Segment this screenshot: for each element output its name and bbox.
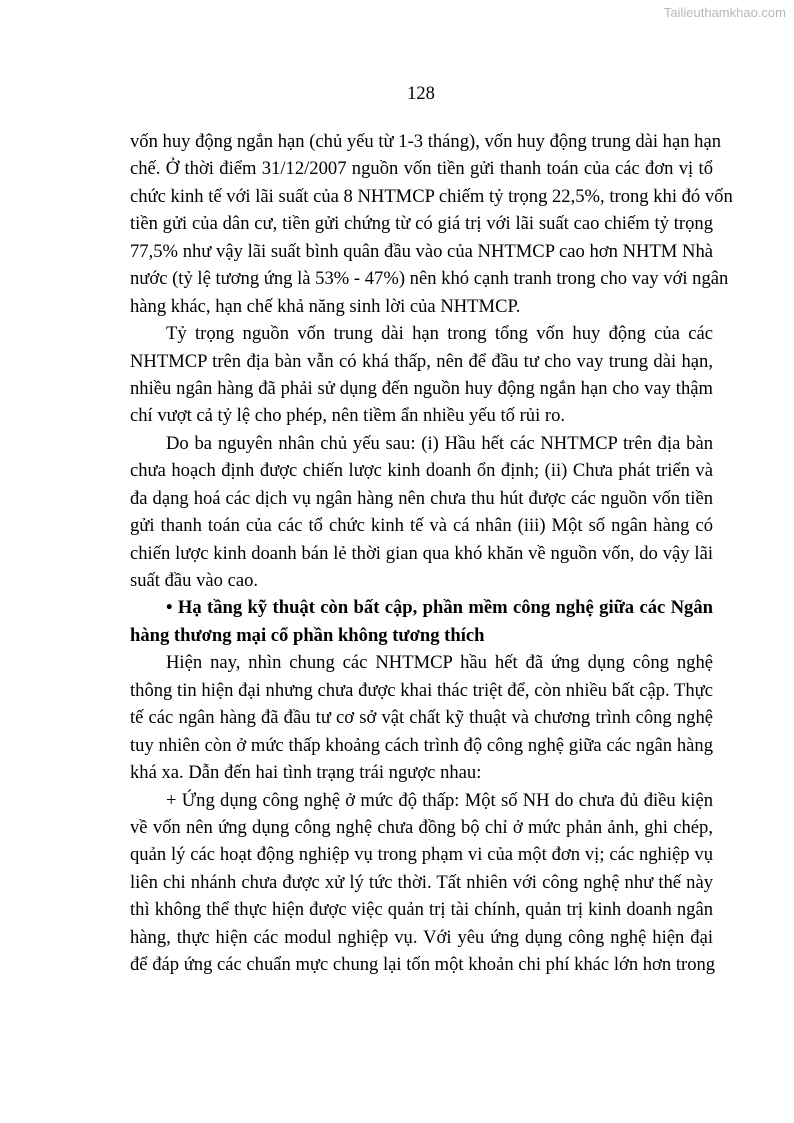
section-heading	[130, 594, 713, 649]
text-line: liên chi nhánh chưa được xử lý tức thời. Tất nhiên với công nghệ như thế này	[130, 871, 713, 893]
text-line: Do ba nguyên nhân chủ yếu sau: (i) Hầu hết các NHTMCP trên địa bàn	[166, 432, 713, 454]
paragraph	[130, 320, 713, 430]
text-line: nước (tỷ lệ tương ứng là 53% - 47%) nên khó cạnh tranh trong cho vay với ngân	[130, 268, 729, 290]
text-line: quản lý các hoạt động nghiệp vụ trong phạm vi của một đơn vị; các nghiệp vụ	[130, 844, 713, 866]
text-line: tiền gửi của dân cư, tiền gửi chứng từ có giá trị với lãi suất cao chiếm tỷ trọng	[130, 213, 713, 235]
text-line: chiến lược kinh doanh bán lẻ thời gian qua khó khăn về nguồn vốn, do vậy lãi	[130, 542, 713, 564]
text-line: khá xa. Dẫn đến hai tình trạng trái ngược nhau:	[130, 762, 482, 784]
text-line: thông tin hiện đại nhưng chưa được khai thác triệt để, còn nhiều bất cập. Thực	[130, 679, 713, 701]
text-line: thì không thể thực hiện được việc quản trị tài chính, quản trị kinh doanh ngân	[130, 899, 713, 921]
text-line: tuy nhiên còn ở mức thấp khoảng cách trình độ công nghệ giữa các ngân hàng	[130, 734, 713, 756]
text-line: hàng, thực hiện các modul nghiệp vụ. Với yêu ứng dụng công nghệ hiện đại	[130, 926, 713, 948]
text-line: vốn huy động ngắn hạn (chủ yếu từ 1-3 tháng), vốn huy động trung dài hạn hạn	[130, 131, 722, 152]
body-text	[130, 128, 733, 979]
text-line: hàng thương mại cổ phần không tương thích	[130, 624, 485, 646]
text-line: suất đầu vào cao.	[130, 570, 259, 591]
text-line: chí vượt cả tỷ lệ cho phép, nên tiềm ẩn nhiều yếu tố rủi ro.	[130, 405, 566, 427]
paragraph	[130, 430, 713, 595]
text-line: về vốn nên ứng dụng công nghệ chưa đồng bộ chỉ ở mức phản ảnh, ghi chép,	[130, 816, 713, 838]
text-line: NHTMCP trên địa bàn vẫn có khá thấp, nên để đầu tư cho vay trung dài hạn,	[130, 350, 713, 372]
paragraph	[130, 649, 713, 786]
paragraph	[130, 787, 716, 979]
text-line: chưa hoạch định được chiến lược kinh doanh ổn định; (ii) Chưa phát triển và	[130, 460, 713, 482]
text-line: để đáp ứng các chuẩn mực chung lại tốn một khoản chi phí khác lớn hơn trong	[130, 954, 716, 976]
text-line: tế các ngân hàng đã đầu tư cơ sở vật chất kỹ thuật và chương trình công nghệ	[130, 707, 713, 729]
text-line: Hiện nay, nhìn chung các NHTMCP hầu hết đã ứng dụng công nghệ	[166, 652, 713, 674]
text-line: Tỷ trọng nguồn vốn trung dài hạn trong tổng vốn huy động của các	[166, 323, 713, 345]
text-line: 77,5% như vậy lãi suất bình quân đầu vào của NHTMCP cao hơn NHTM Nhà	[130, 240, 713, 262]
text-line: đa dạng hoá các dịch vụ ngân hàng nên chưa thu hút được các nguồn vốn tiền	[130, 487, 713, 509]
text-line: gửi thanh toán của các tổ chức kinh tế và cá nhân (iii) Một số ngân hàng có	[130, 515, 713, 537]
text-line: chế. Ở thời điểm 31/12/2007 nguồn vốn tiền gửi thanh toán của các đơn vị tổ	[130, 158, 713, 180]
text-line: nhiều ngân hàng đã phải sử dụng đến nguồn huy động ngắn hạn cho vay thậm	[130, 377, 713, 399]
text-line: hàng khác, hạn chế khả năng sinh lời của NHTMCP.	[130, 295, 521, 317]
text-line: chức kinh tế với lãi suất của 8 NHTMCP chiếm tỷ trọng 22,5%, trong khi đó vốn	[130, 185, 733, 207]
paragraph	[130, 128, 733, 320]
page-number: 128	[407, 84, 435, 104]
text-line: • Hạ tầng kỹ thuật còn bất cập, phần mềm công nghệ giữa các Ngân	[166, 597, 713, 619]
watermark: Tailieuthamkhao.com	[663, 5, 786, 20]
text-line: + Ứng dụng công nghệ ở mức độ thấp: Một số NH do chưa đủ điều kiện	[166, 789, 713, 811]
